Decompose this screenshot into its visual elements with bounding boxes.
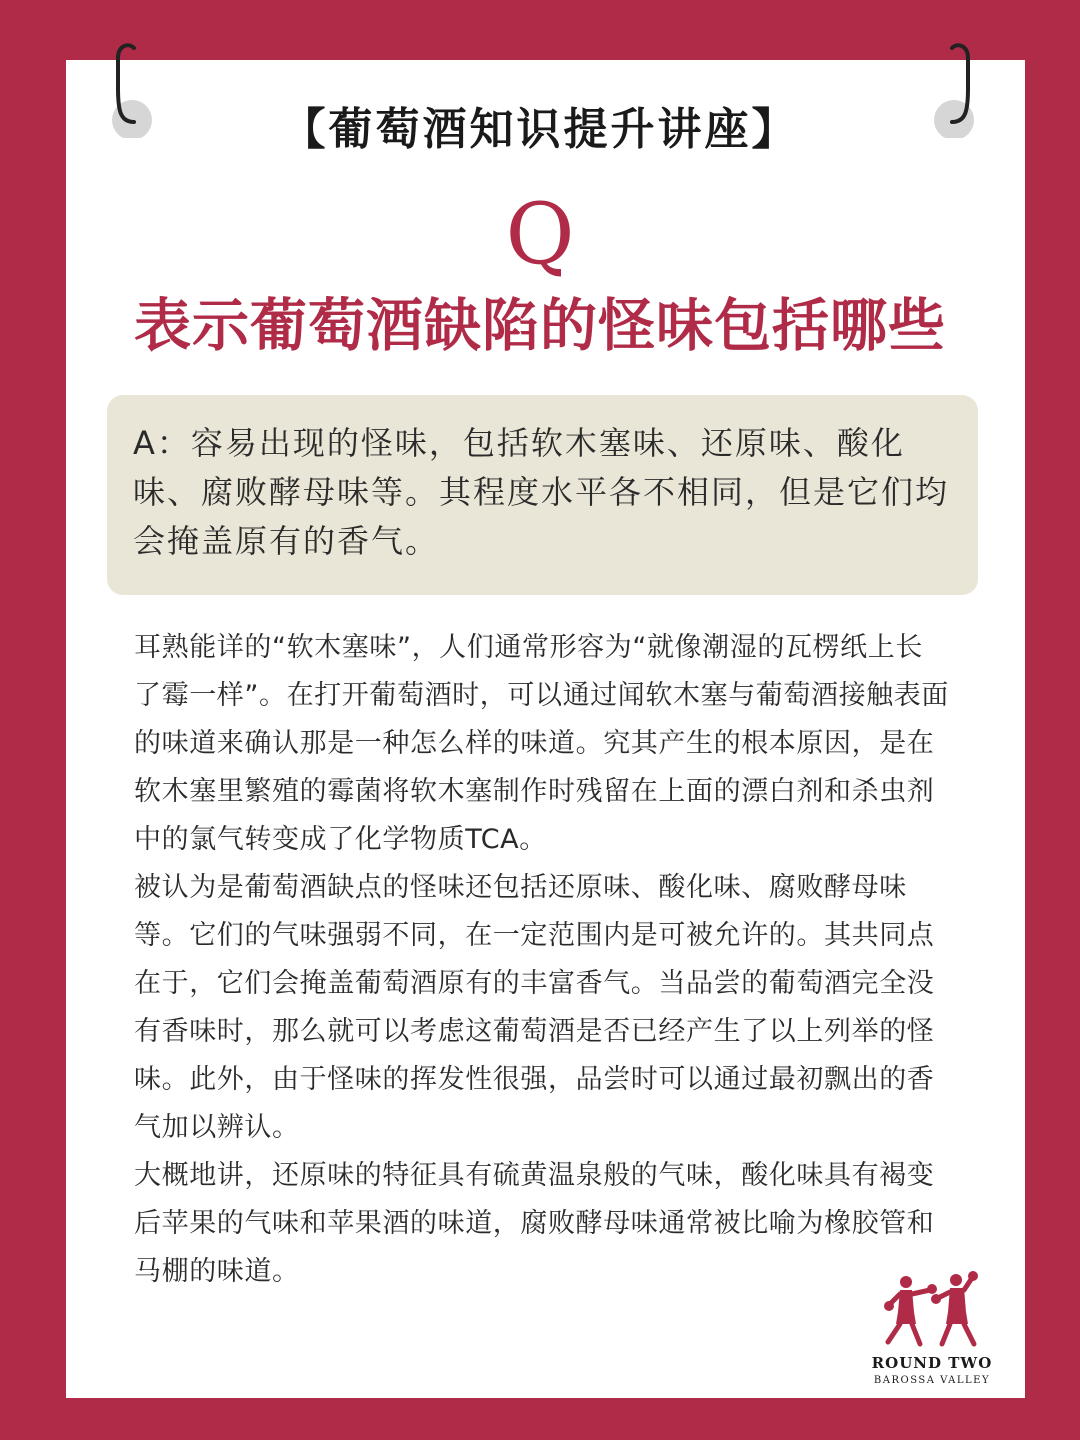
boxers-icon [876,1268,986,1352]
question-heading: 表示葡萄酒缺陷的怪味包括哪些 [134,293,946,359]
logo-subtitle: BAROSSA VALLEY [873,1375,991,1386]
body-paragraph: 大概地讲，还原味的特征具有硫黄温泉般的气味，酸化味具有褐变后苹果的气味和苹果酒的味道，腐败酵母味通常被比喻为橡胶管和马棚的味道。 [134,1160,935,1287]
question-marker: Q [505,185,575,283]
page-title: 【葡萄酒知识提升讲座】 [281,104,799,155]
answer-text: A：容易出现的怪味，包括软木塞味、还原味、酸化味、腐败酵母味等。其程度水平各不相同，但是它们均会掩盖原有的香气。 [133,424,950,560]
answer-box [107,395,978,595]
article-body [134,624,949,1296]
brand-logo [852,1268,1012,1398]
body-paragraph: 被认为是葡萄酒缺点的怪味还包括还原味、酸化味、腐败酵母味等。它们的气味强弱不同，在一定范围内是可被允许的。其共同点在于，它们会掩盖葡萄酒原有的丰富香气。当品尝的葡萄酒完全没有香味时，那么就可以考虑这葡萄酒是否已经产生了以上列举的怪味。此外，由于怪味的挥发性很强，品尝时可以通过最初飘出的香气加以辨认。 [134,872,935,1143]
body-paragraph: 耳熟能详的“软木塞味”，人们通常形容为“就像潮湿的瓦楞纸上长了霉一样”。在打开葡萄酒时，可以通过闻软木塞与葡萄酒接触表面的味道来确认那是一种怎么样的味道。究其产生的根本原因，是在软木塞里繁殖的霉菌将软木塞制作时残留在上面的漂白剂和杀虫剂中的氯气转变成了化学物质TCA。 [134,632,949,855]
logo-name: ROUND TWO [871,1354,993,1372]
